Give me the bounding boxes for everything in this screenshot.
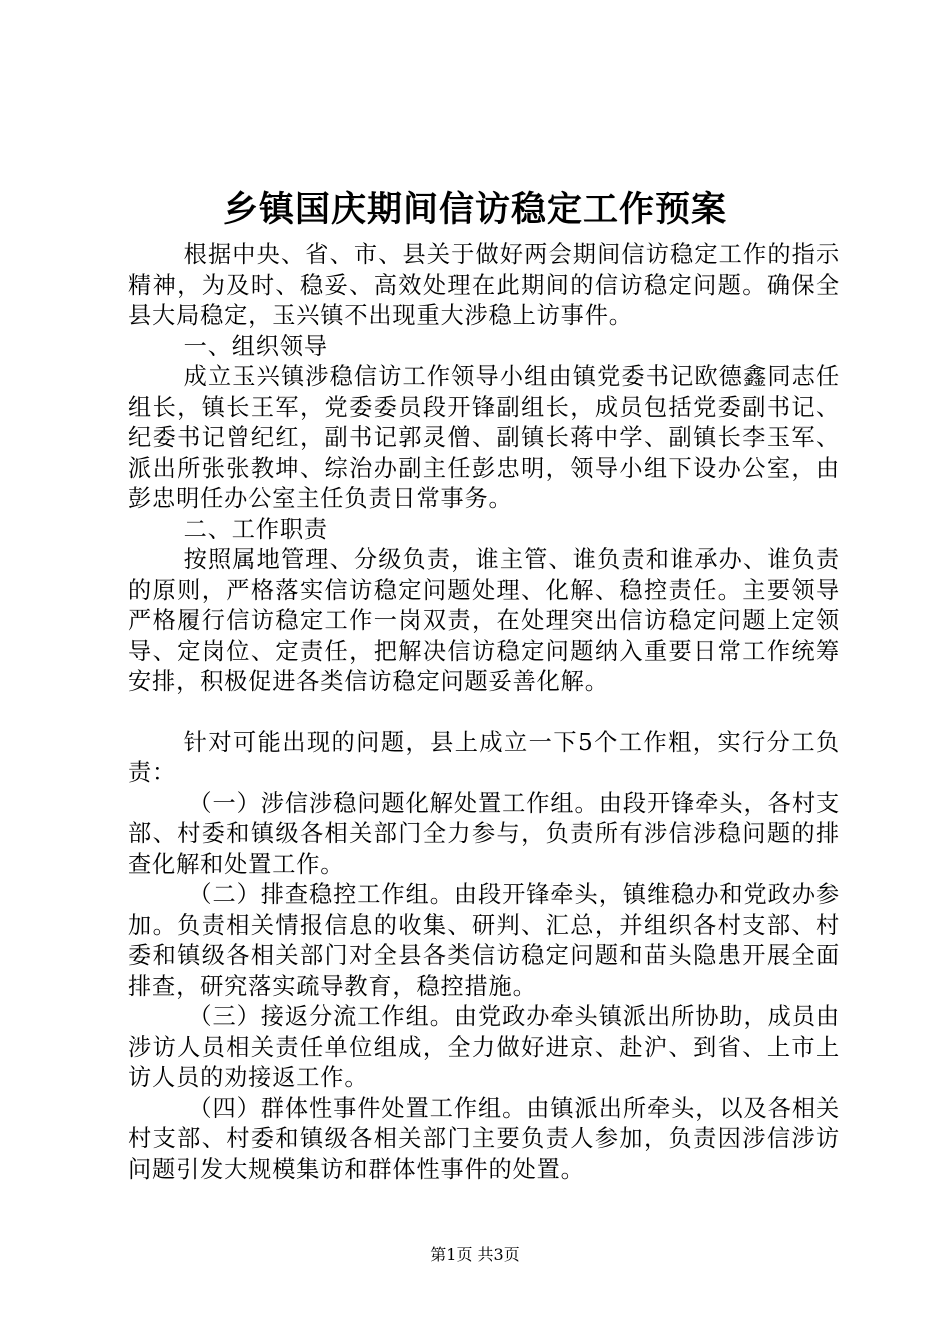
- intro-paragraph: 根据中央、省、市、县关于做好两会期间信访稳定工作的指示精神，为及时、稳妥、高效处理在此期间的信访稳定问题。确保全县大局稳定，玉兴镇不出现重大涉稳上访事件。: [128, 241, 840, 329]
- paragraph-gap: [128, 698, 840, 728]
- page-footer: 第1页 共3页: [430, 1245, 520, 1264]
- document-body: [128, 240, 840, 1185]
- section-heading-duties: 二、工作职责: [183, 515, 328, 543]
- group-paragraph-3: （三）接返分流工作组。由党政办牵头镇派出所协助，成员由涉访人员相关责任单位组成，全力做好进京、赴沪、到省、上市上访人员的劝接返工作。: [128, 1003, 840, 1091]
- organization-paragraph: 成立玉兴镇涉稳信访工作领导小组由镇党委书记欧德鑫同志任组长，镇长王军，党委委员段开锋副组长，成员包括党委副书记、纪委书记曾纪红，副书记郭灵僧、副镇长蒋中学、副镇长李玉军、派出所张张教坤、综治办副主任彭忠明，领导小组下设办公室，由彭忠明任办公室主任负责日常事务。: [128, 363, 840, 512]
- group-paragraph-4: （四）群体性事件处置工作组。由镇派出所牵头，以及各相关村支部、村委和镇级各相关部门主要负责人参加，负责因涉信涉访问题引发大规模集访和群体性事件的处置。: [128, 1094, 840, 1183]
- document-title: 乡镇国庆期间信访稳定工作预案: [222, 189, 727, 230]
- section-heading-organization: 一、组织领导: [183, 332, 328, 360]
- groups-intro-paragraph: 针对可能出现的问题，县上成立一下5个工作粗，实行分工负责：: [128, 728, 840, 786]
- duties-paragraph: 按照属地管理、分级负责，谁主管、谁负责和谁承办、谁负责的原则，严格落实信访稳定问题处理、化解、稳控责任。主要领导严格履行信访稳定工作一岗双责，在处理突出信访稳定问题上定领导、定岗位、定责任，把解决信访稳定问题纳入重要日常工作统筹安排，积极促进各类信访稳定问题妥善化解。: [128, 546, 840, 695]
- group-paragraph-1: （一）涉信涉稳问题化解处置工作组。由段开锋牵头，各村支部、村委和镇级各相关部门全力参与，负责所有涉信涉稳问题的排查化解和处置工作。: [128, 789, 840, 878]
- group-paragraph-2: （二）排查稳控工作组。由段开锋牵头，镇维稳办和党政办参加。负责相关情报信息的收集、研判、汇总，并组织各村支部、村委和镇级各相关部门对全县各类信访稳定问题和苗头隐患开展全面排查，研究落实疏导教育，稳控措施。: [128, 881, 840, 1000]
